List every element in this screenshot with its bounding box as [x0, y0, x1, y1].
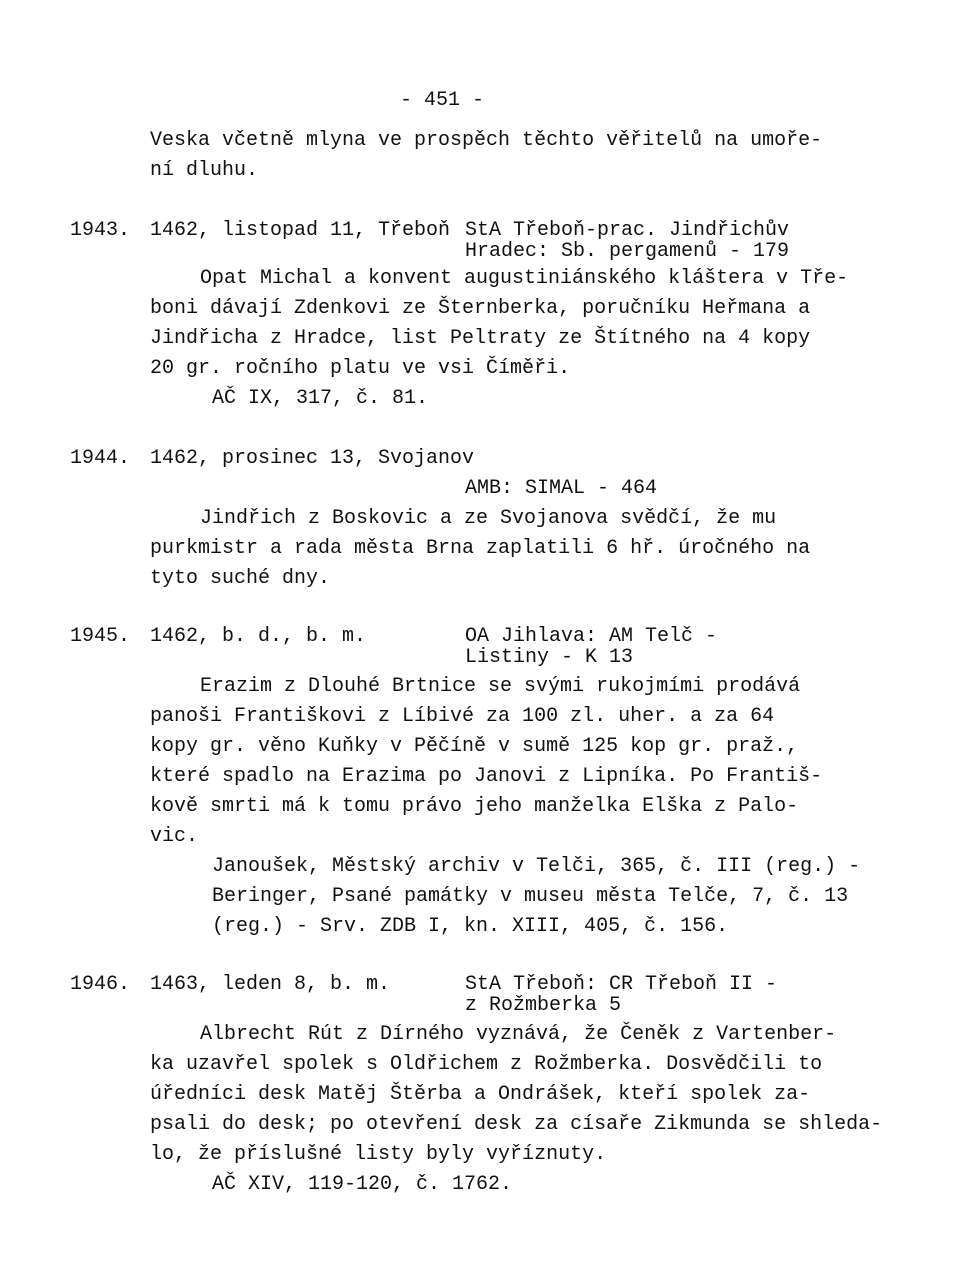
entry-date-place: 1462, prosinec 13, Svojanov [150, 447, 475, 470]
entry-body-line: 20 gr. ročního platu ve vsi Číměři. [150, 357, 571, 380]
entry-reference: AČ XIV, 119-120, č. 1762. [212, 1173, 513, 1196]
entry-body-line: Jindřich z Boskovic a ze Svojanova svědčí, že mu [200, 507, 777, 530]
entry-source: z Rožmberka 5 [465, 994, 622, 1017]
entry-body-line: tyto suché dny. [150, 567, 331, 590]
entry-reference: (reg.) - Srv. ZDB I, kn. XIII, 405, č. 156. [212, 915, 729, 938]
entry-number: 1944. [70, 447, 131, 470]
entry-body-line: ka uzavřel spolek s Oldřichem z Rožmberka. Dosvědčili to [150, 1053, 823, 1076]
entry-body-line: úředníci desk Matěj Štěrba a Ondrášek, kteří spolek za- [150, 1083, 811, 1106]
entry-number: 1946. [70, 973, 131, 996]
intro-line: Veska včetně mlyna ve prospěch těchto věřitelů na umoře- [150, 129, 823, 152]
entry-number: 1945. [70, 625, 131, 648]
entry-date-place: 1463, leden 8, b. m. [150, 973, 391, 996]
entry-body-line: kově smrti má k tomu právo jeho manželka Elška z Palo- [150, 795, 799, 818]
intro-line: ní dluhu. [150, 159, 259, 182]
page-number: - 451 - [400, 89, 485, 112]
entry-body-line: boni dávají Zdenkovi ze Šternberka, poručníku Heřmana a [150, 297, 811, 320]
entry-source: AMB: SIMAL - 464 [465, 477, 658, 500]
entry-reference: Janoušek, Městský archiv v Telči, 365, č. III (reg.) - [212, 855, 861, 878]
entry-body-line: Opat Michal a konvent augustiniánského kláštera v Tře- [200, 267, 849, 290]
entry-body-line: panoši Františkovi z Líbivé za 100 zl. uher. a za 64 [150, 705, 775, 728]
entry-body-line: lo, že příslušné listy byly vyříznuty. [150, 1143, 607, 1166]
entry-source: Listiny - K 13 [465, 646, 634, 669]
entry-body-line: purkmistr a rada města Brna zaplatili 6 hř. úročného na [150, 537, 811, 560]
entry-reference: Beringer, Psané památky v museu města Telče, 7, č. 13 [212, 885, 849, 908]
entry-body-line: psali do desk; po otevření desk za císaře Zikmunda se shleda- [150, 1113, 883, 1136]
entry-body-line: Albrecht Rút z Dírného vyznává, že Čeněk z Vartenber- [200, 1023, 837, 1046]
entry-source: StA Třeboň: CR Třeboň II - [465, 973, 778, 996]
entry-date-place: 1462, listopad 11, Třeboň [150, 219, 451, 242]
entry-source: Hradec: Sb. pergamenů - 179 [465, 240, 790, 263]
entry-body-line: Jindřicha z Hradce, list Peltraty ze Štítného na 4 kopy [150, 327, 811, 350]
entry-reference: AČ IX, 317, č. 81. [212, 387, 429, 410]
entry-body-line: vic. [150, 825, 199, 848]
entry-number: 1943. [70, 219, 131, 242]
entry-body-line: které spadlo na Erazima po Janovi z Lipníka. Po Františ- [150, 765, 823, 788]
entry-source: OA Jihlava: AM Telč - [465, 625, 718, 648]
entry-body-line: kopy gr. věno Kuňky v Pěčíně v sumě 125 kop gr. praž., [150, 735, 799, 758]
entry-date-place: 1462, b. d., b. m. [150, 625, 367, 648]
entry-source: StA Třeboň-prac. Jindřichův [465, 219, 790, 242]
entry-body-line: Erazim z Dlouhé Brtnice se svými rukojmími prodává [200, 675, 801, 698]
